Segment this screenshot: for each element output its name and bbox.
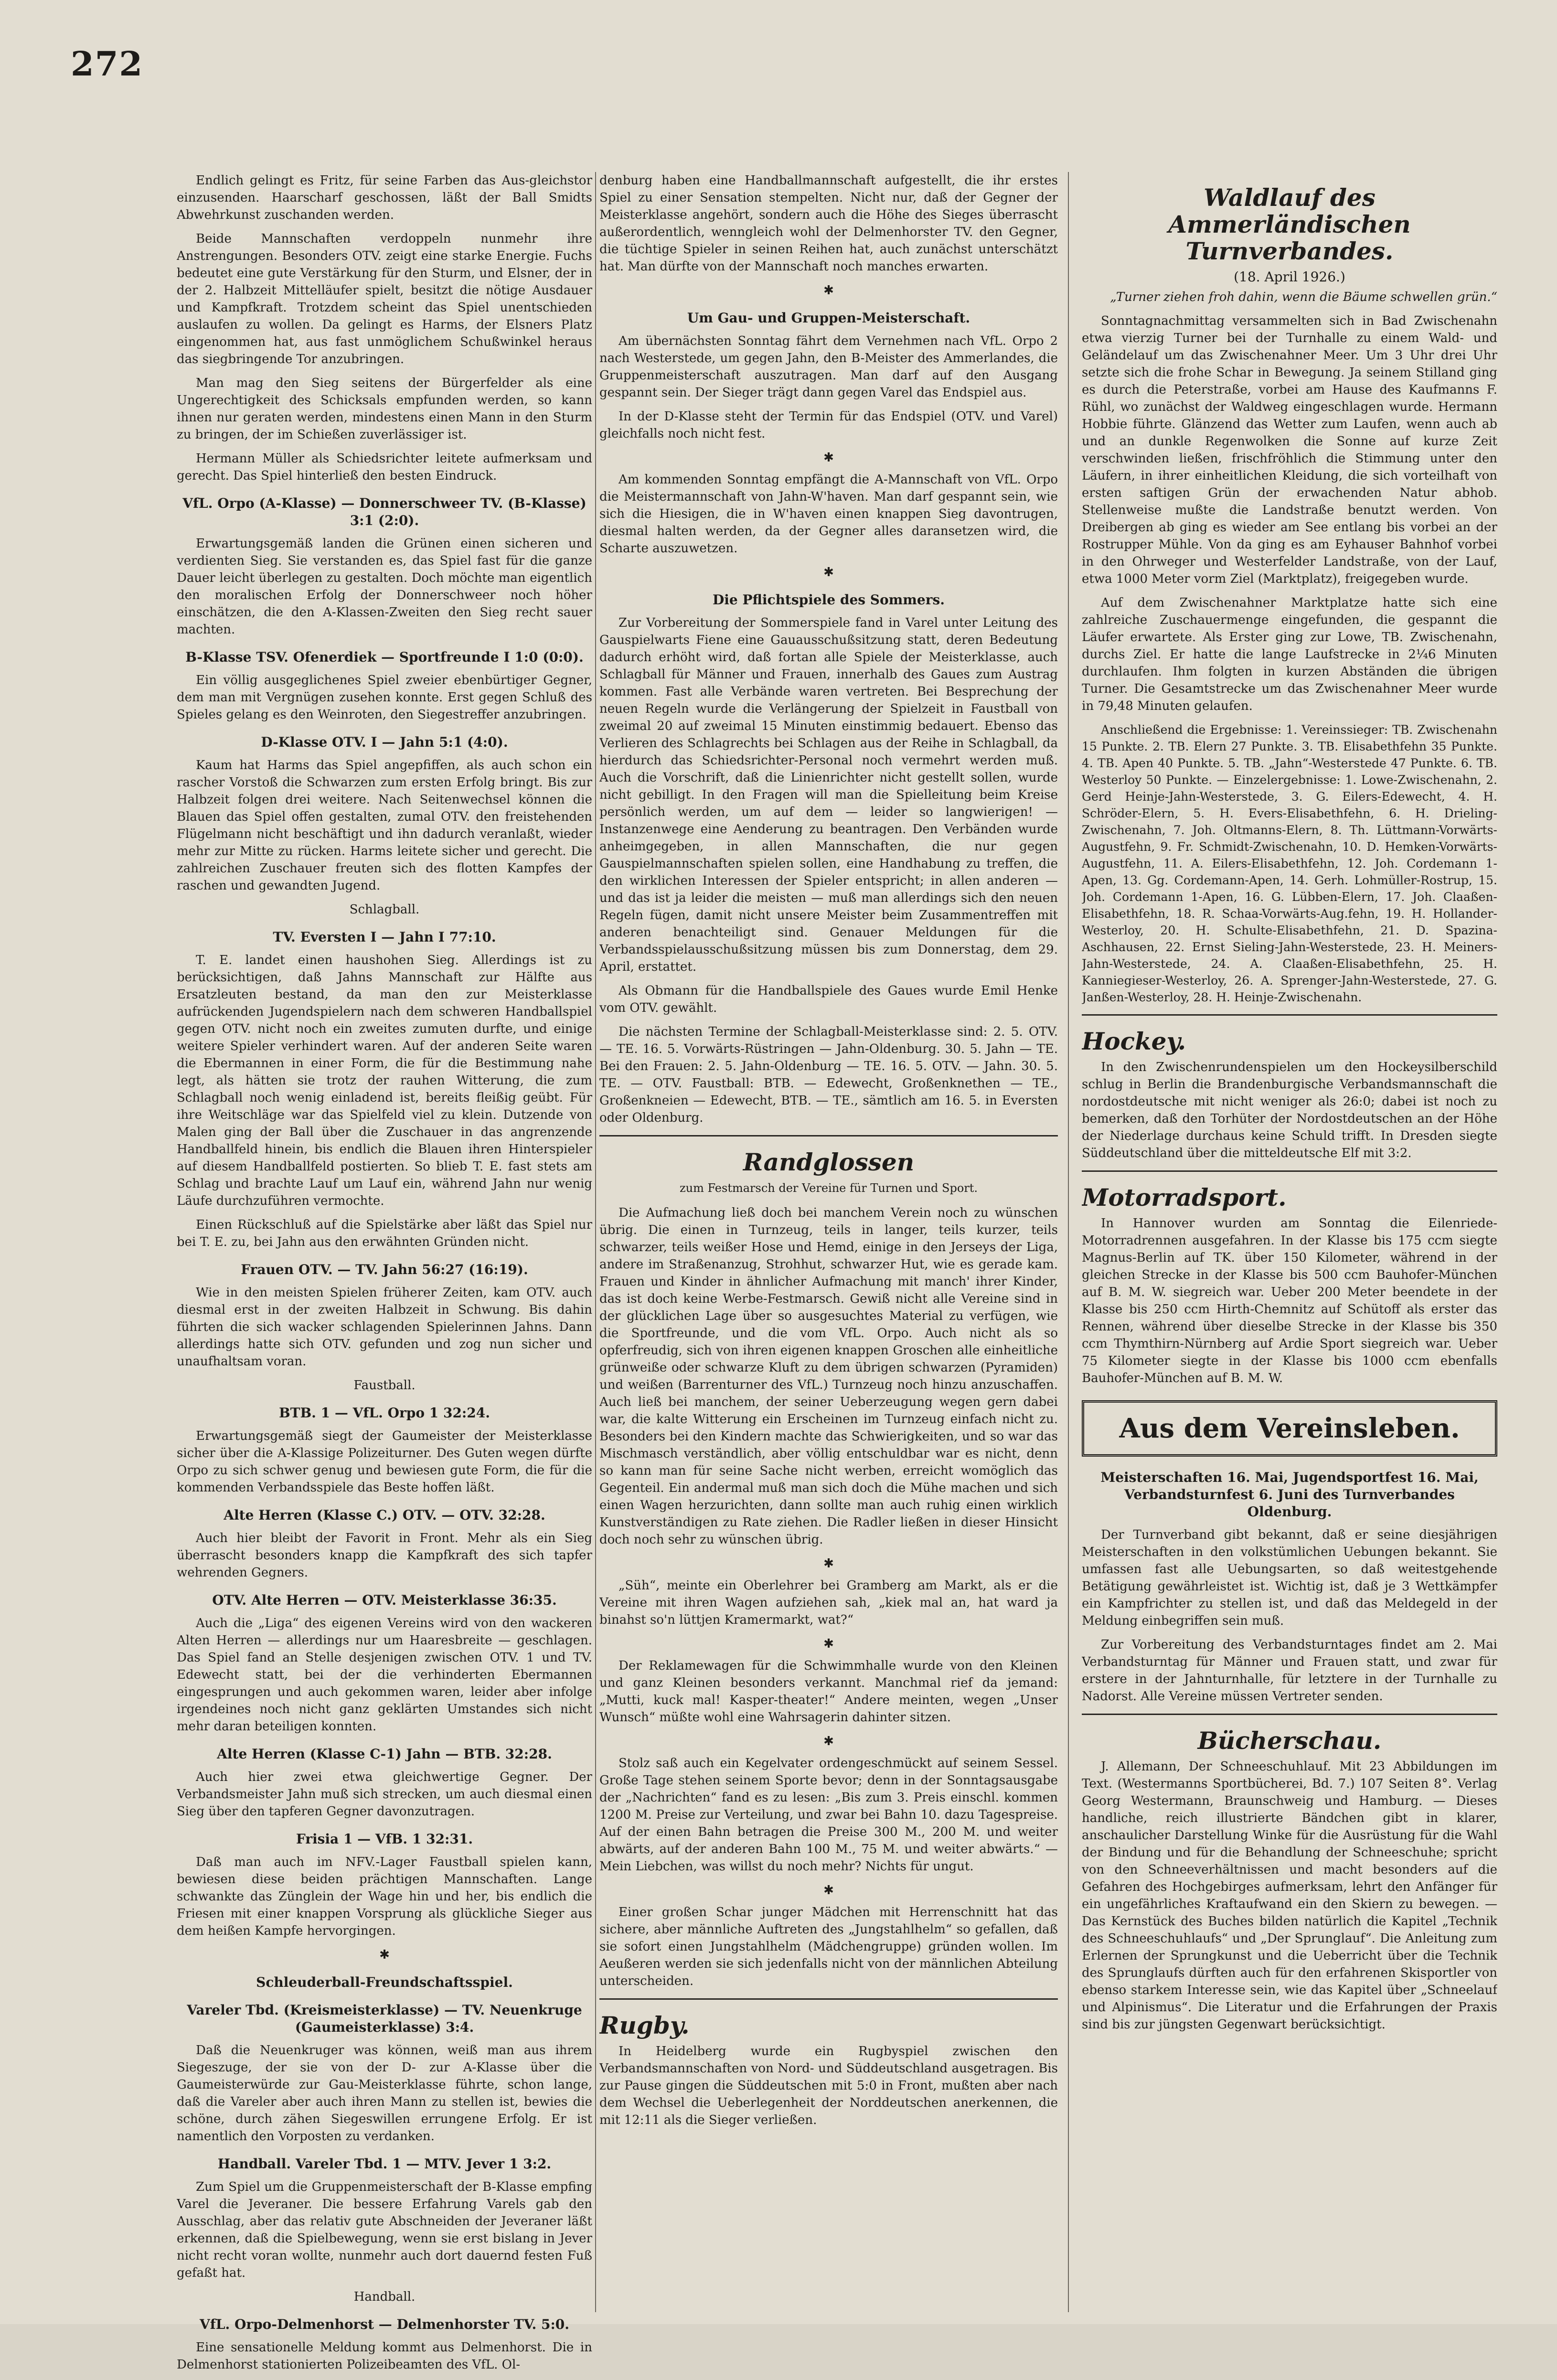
article-headline: Waldlauf des Ammerländischen Turnverbandes. — [1168, 183, 1411, 265]
boxed-section-title: Aus dem Vereinsleben. — [1082, 1400, 1497, 1457]
article-paragraph: Auch hier zwei etwa gleichwertige Gegner. Der Verbandsmeister Jahn muß sich strecken, um auch diesmal einen Sieg über den tapferen Gegner davonzutragen. — [177, 1770, 592, 1819]
section-heading: Frisia 1 — VfB. 1 32:31. — [296, 1831, 473, 1847]
section-divider-label: ✱ — [823, 1883, 834, 1898]
article-paragraph: „Süh“, meinte ein Oberlehrer bei Gramberg am Markt, als er die Vereine mit ihren Wagen aufziehen sah, „kiek mal an, hat ward ja binahst so'n lüttjen Kramermarkt, wat?“ — [599, 1578, 1058, 1627]
article-subtitle: zum Festmarsch der Vereine für Turnen und Sport. — [679, 1181, 978, 1195]
section-heading: Handball. Vareler Tbd. 1 — MTV. Jever 1 3:2. — [217, 2156, 552, 2172]
article-date: (18. April 1926.) — [1234, 269, 1345, 285]
section-heading: Meisterschaften 16. Mai, Jugendsportfest 16. Mai, Verbandsturnfest 6. Juni des Turnverbandes Oldenburg. — [1100, 1469, 1479, 1520]
article-headline: Randglossen — [743, 1148, 915, 1176]
article-separator — [1082, 1014, 1497, 1016]
article-paragraph: Hermann Müller als Schiedsrichter leitete aufmerksam und gerecht. Das Spiel hinterließ den besten Eindruck. — [177, 451, 592, 483]
article-paragraph: Stolz saß auch ein Kegelvater ordengeschmückt auf seinem Sessel. Große Tage stehen seinem Sporte bevor; denn in der Sonntagsausgabe der „Nachrichten“ fand es zu lesen: „Bis zum 3. Preis einschl. kommen 1200 M. Preise zur Verteilung, und zwar bei Bahn 10. dazu Tagespreise. Auf der einen Bahn betragen die Preise 300 M., 200 M. und weiter abwärts, auf der anderen Bahn 100 M., 75 M. und weiter abwärts.“ — Mein Liebchen, was willst du noch mehr? Nichts für ungut. — [599, 1756, 1058, 1874]
section-heading: Schleuderball-Freundschaftsspiel. — [256, 1974, 513, 1990]
column-middle — [599, 172, 1058, 2135]
section-divider-label: ✱ — [823, 283, 834, 298]
section-heading: Die Pflichtspiele des Sommers. — [713, 592, 945, 608]
section-divider-label: Handball. — [353, 2290, 416, 2304]
article-paragraph: Kaum hat Harms das Spiel angepfiffen, als auch schon ein rascher Vorstoß die Schwarzen zum ersten Erfolg bringt. Bis zur Halbzeit folgen drei weitere. Nach Seitenwechsel können die Blauen das Spiel offen gestalten, zumal OTV. den freistehenden Flügelmann nicht beschäftigt und ihn dadurch veranlaßt, wieder mehr zur Mitte zu rücken. Harms leitete sicher und gerecht. Die zahlreichen Zuschauer freuten sich des flotten Kampfes der raschen und gewandten Jugend. — [177, 758, 592, 893]
article-paragraph: In Hannover wurden am Sonntag die Eilenriede-Motorradrennen ausgefahren. In der Klasse bis 175 ccm siegte Magnus-Berlin auf TK. über 150 Kilometer, während in der gleichen Strecke in der Klasse bis 500 ccm Bauhofer-München auf B. M. W. siegreich war. Ueber 200 Meter beendete in der Klasse bis 250 ccm Hirth-Chemnitz auf Schütoff als erster das Rennen, während über dieselbe Strecke in der Klasse bis 350 ccm Thymthirn-Nürnberg auf Ardie Sport siegreich war. Ueber 75 Kilometer siegte in der Klasse bis 1000 ccm ebenfalls Bauhofer-München auf B. M. W. — [1082, 1216, 1497, 1385]
section-heading: D-Klasse OTV. I — Jahn 5:1 (4:0). — [261, 734, 508, 750]
article-paragraph: In der D-Klasse steht der Termin für das Endspiel (OTV. und Varel) gleichfalls noch nicht fest. — [599, 409, 1058, 441]
section-divider-label: Schlagball. — [349, 902, 420, 917]
article-paragraph: Die Aufmachung ließ doch bei manchem Verein noch zu wünschen übrig. Die einen in Turnzeug, teils in langer, teils kurzer, teils schwarzer, teils weißer Hose und Hemd, einige in den Jerseys der Liga, andere im Straßenanzug, Strohhut, schwarzer Hut, wie es gerade kam. Frauen und Kinder in ähnlicher Aufmachung mit manch' ihrer Kinder, das ist doch keine Werbe-Festmarsch. Gewiß nicht alle Vereine sind in der glücklichen Lage über so ausgesuchtes Material zu verfügen, wie die Sportfreunde, und die vom VfL. Orpo. Auch nicht als so opferfreudig, sich von ihren eigenen knappen Groschen alle einheitliche grünweiße oder schwarze Kluft zu dem übrigen schwarzen (Pyramiden) und weißen (Barrenturner des VfL.) Turnzeug noch hinzu anzuschaffen. Auch ließ bei manchem, der seiner Ueberzeugung wegen gern dabei war, die kalte Witterung ein Erscheinen im Turnzeug einfach nicht zu. Besonders bei den Kindern machte das Schwierigkeiten, und so war das Mischmasch verständlich, aber völlig entschuldbar war es nicht, denn so kann man für seine Sache nicht werben, erreicht womöglich das Gegenteil. Ein andermal muß man sich doch die Mühe machen und sich einen Wagen herzurichten, dann sollte man auch ruhig einen wirklich Kunstverständigen zu Rate ziehen. Die Radler ließen in dieser Hinsicht doch noch sehr zu wünschen übrig. — [599, 1206, 1058, 1547]
column-rule — [595, 172, 596, 2312]
section-divider-label: ✱ — [823, 1734, 834, 1748]
article-paragraph: Daß die Neuenkruger was können, weiß man aus ihrem Siegeszuge, der sie von der D- zur A-Klasse über die Gaumeisterwürde zur Gau-Meisterklasse führte, schon lange, daß die Vareler aber auch ihren Mann zu stellen ist, bewies die schöne, durch zähen Siegeswillen errungene Erfolg. Er ist namentlich den Vorposten zu verdanken. — [177, 2043, 592, 2144]
article-paragraph: Zur Vorbereitung des Verbandsturntages findet am 2. Mai Verbandsturntag für Männer und Frauen statt, und zwar für erstere in der Jahnturnhalle, für letztere in der Turnhalle zu Nadorst. Alle Vereine müssen Vertreter senden. — [1082, 1638, 1497, 1704]
article-headline: Bücherschau. — [1197, 1726, 1382, 1755]
section-heading: Alte Herren (Klasse C.) OTV. — OTV. 32:28. — [224, 1507, 545, 1523]
article-paragraph: Auf dem Zwischenahner Marktplatze hatte sich eine zahlreiche Zuschauermenge eingefunden, die gespannt die Läufer erwartete. Als Erster ging zur Lowe, TB. Zwischenahn, durchs Ziel. Er hatte die lange Laufstrecke in 2¼6 Minuten durchlaufen. Ihm folgten in kurzen Abständen die übrigen Turner. Die Gesamtstrecke um das Zwischenahner Meer wurde in 79,48 Minuten gelaufen. — [1082, 596, 1497, 713]
section-divider-label: ✱ — [823, 1637, 834, 1651]
article-paragraph: Der Turnverband gibt bekannt, daß er seine diesjährigen Meisterschaften in den volkstümlichen Uebungen bekannt. Sie umfassen fast alle Uebungsarten, so daß weitestgehende Betätigung gewährleistet ist. Wichtig ist, daß je 3 Wettkämpfer ein Kampfrichter zu stellen ist, und daß das Meldegeld in der Meldung einbegriffen sein muß. — [1082, 1528, 1497, 1628]
article-paragraph: Erwartungsgemäß siegt der Gaumeister der Meisterklasse sicher über die A-Klassige Polizeiturner. Des Guten wegen dürfte Orpo zu sich schwer genug und bewiesen gute Form, die für die kommenden Verbandsspiele das Beste hoffen läßt. — [177, 1429, 592, 1495]
section-divider-label: ✱ — [823, 450, 834, 465]
section-heading: TV. Eversten I — Jahn I 77:10. — [273, 929, 496, 945]
article-paragraph: Zur Vorbereitung der Sommerspiele fand in Varel unter Leitung des Gauspielwarts Fiene eine Gauausschußsitzung statt, deren Bedeutung dadurch erhöht wird, daß fortan alle Spiele der Meisterklasse, auch Schlagball für Männer und Frauen, innerhalb des Gaues zum Austrag kommen. Fast alle Verbände waren vertreten. Bei Besprechung der neuen Regeln wurde die Verlängerung der Spielzeit in Faustball von zweimal 20 auf zweimal 15 Minuten einstimmig bedauert. Ebenso das Verlieren des Schlagrechts bei Schlagen aus der Reihe in Schlagball, da hierdurch das Schiedsrichter-Personal noch vermehrt werden muß. Auch die Vorschrift, daß die Linienrichter nicht gestellt sollen, wurde nicht gebilligt. In den Fragen will man die Spielleitung beim Kreise persönlich werden, um auf dem — leider so langwierigen! — Instanzenwege eine Aenderung zu beantragen. Den Verbänden wurde anheimgegeben, in allen Mannschaften, die nur gegen Gauspielmannschaften spielen sollen, eine Handhabung zu treffen, die den wirklichen Interessen der Spieler entspricht; in allen anderen — und das ist ja leider die meisten — muß man allerdings sich den neuen Regeln fügen, damit nicht unsere Meister beim Zusammentreffen mit anderen benachteiligt sind. Genauer Meldungen für die Verbandsspielausschußsitzung müssen bis zum Donnerstag, dem 29. April, erstattet. — [599, 616, 1058, 974]
article-paragraph: Endlich gelingt es Fritz, für seine Farben das Aus-gleichstor einzusenden. Haarscharf geschossen, läßt der Ball Smidts Abwehrkunst zuschanden werden. — [177, 173, 592, 222]
section-divider-label: Faustball. — [353, 1378, 416, 1393]
article-paragraph: Auch die „Liga“ des eigenen Vereins wird von den wackeren Alten Herren — allerdings nur um Haaresbreite — geschlagen. Das Spiel fand an Stelle desjenigen zwischen OTV. 1 und TV. Edewecht statt, bei der die verhinderten Ebermannen eingesprungen und auch gekommen waren, leider aber infolge irgendeines noch nicht ganz geklärten Umstandes sich nicht mehr daran beteiligen konnten. — [177, 1616, 592, 1734]
section-heading: BTB. 1 — VfL. Orpo 1 32:24. — [279, 1405, 490, 1421]
article-paragraph: Daß man auch im NFV.-Lager Faustball spielen kann, bewiesen diese beiden prächtigen Mannschaften. Lange schwankte das Zünglein der Wage hin und her, bis endlich die Friesen mit einer knappen Vorsprung als glückliche Sieger aus dem heißen Kampfe hervorgingen. — [177, 1855, 592, 1938]
article-headline: Rugby. — [599, 2011, 690, 2039]
column-left — [177, 172, 592, 2380]
article-paragraph: Als Obmann für die Handballspiele des Gaues wurde Emil Henke vom OTV. gewählt. — [599, 984, 1058, 1015]
page-number: 272 — [71, 44, 144, 84]
article-paragraph: Wie in den meisten Spielen früherer Zeiten, kam OTV. auch diesmal erst in der zweiten Halbzeit in Schwung. Bis dahin führten die sich wacker schlagenden Spielerinnen Jahns. Dann allerdings hatte sich OTV. gefunden und zog nun sicher und unaufhaltsam voran. — [177, 1286, 592, 1369]
article-paragraph: Zum Spiel um die Gruppenmeisterschaft der B-Klasse empfing Varel die Jeveraner. Die bessere Erfahrung Varels gab den Ausschlag, aber das relativ gute Abschneiden der Jeveraner läßt erkennen, daß die Spielbewegung, wenn sie erst bislang in Jever nicht recht voran wollte, nunmehr auch dort dauernd festen Fuß gefaßt hat. — [177, 2180, 592, 2280]
section-heading: Um Gau- und Gruppen-Meisterschaft. — [687, 310, 970, 326]
article-headline: Hockey. — [1082, 1027, 1186, 1055]
article-separator — [599, 1135, 1058, 1136]
article-paragraph: Einen Rückschluß auf die Spielstärke aber läßt das Spiel nur bei T. E. zu, bei Jahn aus den erwähnten Gründen nicht. — [177, 1218, 592, 1249]
article-paragraph: Erwartungsgemäß landen die Grünen einen sicheren und verdienten Sieg. Sie verstanden es, das Spiel fast für die ganze Dauer leicht überlegen zu gestalten. Doch möchte man eigentlich den moralischen Erfolg der Donnerschweer noch höher einschätzen, die den A-Klassen-Zweiten den Sieg recht sauer machten. — [177, 536, 592, 637]
section-heading: Frauen OTV. — TV. Jahn 56:27 (16:19). — [241, 1262, 528, 1277]
article-paragraph: Auch hier bleibt der Favorit in Front. Mehr als ein Sieg überrascht besonders knapp die Kampfkraft des sich tapfer wehrenden Gegners. — [177, 1531, 592, 1580]
article-separator — [599, 1998, 1058, 2000]
article-paragraph: Der Reklamewagen für die Schwimmhalle wurde von den Kleinen und ganz Kleinen besonders verkannt. Manchmal rief da jemand: „Mutti, kuck mal! Kasper-theater!“ Andere meinten, wegen „Unser Wunsch“ müßte wohl eine Wahrsagerin dahinter sitzen. — [599, 1659, 1058, 1725]
section-heading: OTV. Alte Herren — OTV. Meisterklasse 36:35. — [212, 1592, 557, 1608]
article-headline: Motorradsport. — [1082, 1183, 1287, 1211]
article-motto: „Turner ziehen froh dahin, wenn die Bäume schwellen grün.“ — [1110, 290, 1497, 304]
article-separator — [1082, 1170, 1497, 1172]
section-divider-label: ✱ — [823, 1556, 834, 1571]
section-heading: Alte Herren (Klasse C-1) Jahn — BTB. 32:28. — [217, 1746, 552, 1762]
section-divider-label: ✱ — [823, 565, 834, 579]
article-paragraph: Die nächsten Termine der Schlagball-Meisterklasse sind: 2. 5. OTV. — TE. 16. 5. Vorwärts-Rüstringen — Jahn-Oldenburg. 30. 5. Jahn — TE. Bei den Frauen: 2. 5. Jahn-Oldenburg — TE. 16. 5. OTV. — Jahn. 30. 5. TE. — OTV. Faustball: BTB. — Edewecht, Großenknethen — TE., Großenkneien — Edewecht, BTB. — TE., sämtlich am 16. 5. in Eversten oder Oldenburg. — [599, 1025, 1058, 1125]
article-paragraph: In Heidelberg wurde ein Rugbyspiel zwischen den Verbandsmannschaften von Nord- und Süddeutschland ausgetragen. Bis zur Pause gingen die Süddeutschen mit 5:0 in Front, mußten aber nach dem Wechsel die Ueberlegenheit der Norddeutschen anerkennen, die mit 12:11 als die Sieger verließen. — [599, 2044, 1058, 2127]
section-heading: VfL. Orpo (A-Klasse) — Donnerschweer TV. (B-Klasse) 3:1 (2:0). — [182, 495, 587, 528]
article-paragraph: Sonntagnachmittag versammelten sich in Bad Zwischenahn etwa vierzig Turner bei der Turnhalle zu einem Wald- und Geländelauf um das Zwischenahner Meer. Um 3 Uhr drei Uhr setzte sich die frohe Schar in Bewegung. Ja seinem Stilland ging es durch die Peterstraße, vorbei am Hause des Kaufmanns F. Rühl, wo zunächst der Waldweg eingeschlagen wurde. Hermann Hobbie führte. Glänzend das Wetter zum Laufen, wenn auch ab und an dunkle Regenwolken die Sonne auf kurze Zeit verschwinden ließen, frischfröhlich die Stimmung unter den Läufern, in ihrer einheitlichen Kleidung, die sich vorteilhaft von ersten saftigen Grün der erwachenden Natur abhob. Stellenweise mußte die Landstraße benutzt werden. Von Dreibergen ab ging es wieder am See entlang bis vorbei an der Rostrupper Mühle. Von da ging es am Eyhauser Bahnhof vorbei in den Ohrweger und Westerfelder Landstraße, von der Lauf, etwa 1000 Meter vorm Ziel (Marktplatz), freigegeben wurde. — [1082, 314, 1497, 586]
column-rule — [1068, 172, 1069, 2312]
article-paragraph: Man mag den Sieg seitens der Bürgerfelder als eine Ungerechtigkeit des Schicksals empfunden werden, so kann ihnen nur geraten werden, mindestens einen Mann in den Sturm zu bringen, der im Schießen zuverlässiger ist. — [177, 376, 592, 442]
section-heading: B-Klasse TSV. Ofenerdiek — Sportfreunde I 1:0 (0:0). — [185, 649, 584, 665]
section-heading: VfL. Orpo-Delmenhorst — Delmenhorster TV. 5:0. — [199, 2316, 570, 2332]
article-paragraph: T. E. landet einen haushohen Sieg. Allerdings ist zu berücksichtigen, daß Jahns Mannschaft zur Hälfte aus Ersatzleuten bestand, da man den zur Meisterklasse aufrückenden Jugendspielern nach dem schweren Handballspiel gegen OTV. nicht noch ein zweites zumuten durfte, und einige weitere Spieler verhindert waren. Auf der anderen Seite waren die Ebermannen in einer Form, die für die Bestimmung nahe legt, als hätten sie trotz der rauhen Witterung, die zum Schlagball noch wenig einladend ist, bereits fleißig geübt. Für ihre Weitschläge war das Spielfeld viel zu klein. Dutzende von Malen ging der Ball über die Zuschauer in das angrenzende Handballfeld hinein, bis endlich die Blauen ihren Hinterspieler auf diesem Handballfeld postierten. So blieb T. E. fast stets am Schlag und brachte Lauf um Lauf ein, während Jahn nur wenig Läufe durchzuführen vermochte. — [177, 953, 592, 1208]
article-paragraph: Am übernächsten Sonntag fährt dem Vernehmen nach VfL. Orpo 2 nach Westerstede, um gegen Jahn, den B-Meister des Ammerlandes, die Gruppenmeisterschaft auszutragen. Man darf auf den Ausgang gespannt sein. Der Sieger trägt dann gegen Varel das Endspiel aus. — [599, 334, 1058, 400]
article-paragraph: J. Allemann, Der Schneeschuhlauf. Mit 23 Abbildungen im Text. (Westermanns Sportbücherei, Bd. 7.) 107 Seiten 8°. Verlag Georg Westermann, Braunschweig und Hamburg. — Dieses handliche, reich illustrierte Bändchen gibt in klarer, anschaulicher Darstellung Winke für die Ausrüstung für die Wahl der Bindung und für die Behandlung der Schneeschuhe; spricht von den Schneeverhältnissen und macht besonders auf die Gefahren des Hochgebirges aufmerksam, lehrt den Anfänger für ein ungefährliches Kraftaufwand ein den Skiern zu bewegen. — Das Kernstück des Buches bilden natürlich die Kapitel „Technik des Schneeschuhlaufs“ und „Der Sprunglauf“. Die Anleitung zum Erlernen der Sprungkunst und die Ueberricht über die Technik des Sprunglaufs dürften auch für den erfahrenen Skisportler von ebenso starkem Interesse sein, wie das Kapitel über „Schneelauf und Alpinismus“. Die Literatur und die Erfahrungen der Praxis sind bis zur jüngsten Gegenwart berücksichtigt. — [1082, 1759, 1497, 2032]
section-heading: Vareler Tbd. (Kreismeisterklasse) — TV. Neuenkruge (Gaumeisterklasse) 3:4. — [187, 2002, 582, 2035]
column-right — [1082, 172, 1497, 2040]
article-paragraph: Ein völlig ausgeglichenes Spiel zweier ebenbürtiger Gegner, dem man mit Vergnügen zusehen konnte. Erst gegen Schluß des Spieles gelang es den Weinroten, den Siegestreffer anzubringen. — [177, 673, 592, 722]
section-divider-label: ✱ — [379, 1948, 390, 1962]
article-paragraph: Beide Mannschaften verdoppeln nunmehr ihre Anstrengungen. Besonders OTV. zeigt eine starke Energie. Fuchs bedeutet eine gute Verstärkung für den Sturm, und Elsner, der in der 2. Halbzeit Mittelläufer spielt, besitzt die nötige Ausdauer und Kampfkraft. Trotzdem scheint das Spiel unentschieden auslaufen zu wollen. Da gelingt es Harms, der Elsners Platz eingenommen hat, aus fast unmöglichem Schußwinkel heraus das siegbringende Tor anzubringen. — [177, 232, 592, 366]
article-separator — [1082, 1714, 1497, 1715]
article-paragraph: Anschließend die Ergebnisse: 1. Vereinssieger: TB. Zwischenahn 15 Punkte. 2. TB. Elern 27 Punkte. 3. TB. Elisabethfehn 35 Punkte. 4. TB. Apen 40 Punkte. 5. TB. „Jahn“-Westerstede 47 Punkte. 6. TB. Westerloy 50 Punkte. — Einzelergebnisse: 1. Lowe-Zwischenahn, 2. Gerd Heinje-Jahn-Westerstede, 3. G. Eilers-Edewecht, 4. H. Schröder-Elern, 5. H. Evers-Elisabethfehn, 6. H. Drieling-Zwischenahn, 7. Joh. Oltmanns-Elern, 8. Th. Lüttmann-Vorwärts-Augustfehn, 9. Fr. Schmidt-Zwischenahn, 10. D. Hemken-Vorwärts-Augustfehn, 11. A. Eilers-Elisabethfehn, 12. Joh. Cordemann 1-Apen, 13. Gg. Cordemann-Apen, 14. Gerh. Lohmüller-Rostrup, 15. Joh. Cordemann 1-Apen, 16. G. Lübben-Elern, 17. Joh. Claaßen-Elisabethfehn, 18. R. Schaa-Vorwärts-Aug.fehn, 19. H. Hollander-Westerloy, 20. H. Schulte-Elisabethfehn, 21. D. Spazina-Aschhausen, 22. Ernst Sieling-Jahn-Westerstede, 23. H. Meiners-Jahn-Westerstede, 24. A. Claaßen-Elisabethfehn, 25. H. Kanniegieser-Westerloy, 26. A. Sprenger-Jahn-Westerstede, 27. G. Janßen-Westerloy, 28. H. Heinje-Zwischenahn. — [1082, 723, 1497, 1004]
article-paragraph: Am kommenden Sonntag empfängt die A-Mannschaft von VfL. Orpo die Meistermannschaft von Jahn-W'haven. Man darf gespannt sein, wie sich die Hiesigen, die in W'haven einen knappen Sieg davontrugen, diesmal halten werden, da der Gegner alles daransetzen wird, die Scharte auszuwetzen. — [599, 472, 1058, 556]
article-paragraph: denburg haben eine Handballmannschaft aufgestellt, die ihr erstes Spiel zu einer Sensation stempelten. Nicht nur, daß der Gegner der Meisterklasse angehört, sondern auch die Höhe des Sieges überrascht außerordentlich, wenngleich wohl der Delmenhorster TV. den Gegner, die tüchtige Spieler in seinen Reihen hat, auch zunächst unterschätzt hat. Man dürfte von der Mannschaft noch manches erwarten. — [599, 173, 1058, 274]
article-paragraph: Eine sensationelle Meldung kommt aus Delmenhorst. Die in Delmenhorst stationierten Polizeibeamten des VfL. Ol- — [177, 2340, 592, 2372]
article-paragraph: Einer großen Schar junger Mädchen mit Herrenschnitt hat das sichere, aber männliche Auftreten des „Jungstahlhelm“ so gefallen, daß sie sofort einen Jungstahlhelm (Mädchengruppe) gründen wollen. Im Aeußeren werden sie sich jedenfalls nicht von der männlichen Abteilung unterscheiden. — [599, 1905, 1058, 1988]
article-paragraph: In den Zwischenrundenspielen um den Hockeysilberschild schlug in Berlin die Brandenburgische Verbandsmannschaft die nordostdeutsche mit nicht weniger als 26:0; dabei ist noch zu bemerken, daß den Torhüter der Nordostdeutschen an der Höhe der Niederlage durchaus keine Schuld trifft. In Dresden siegte Süddeutschland über die mitteldeutsche Elf mit 3:2. — [1082, 1060, 1497, 1160]
